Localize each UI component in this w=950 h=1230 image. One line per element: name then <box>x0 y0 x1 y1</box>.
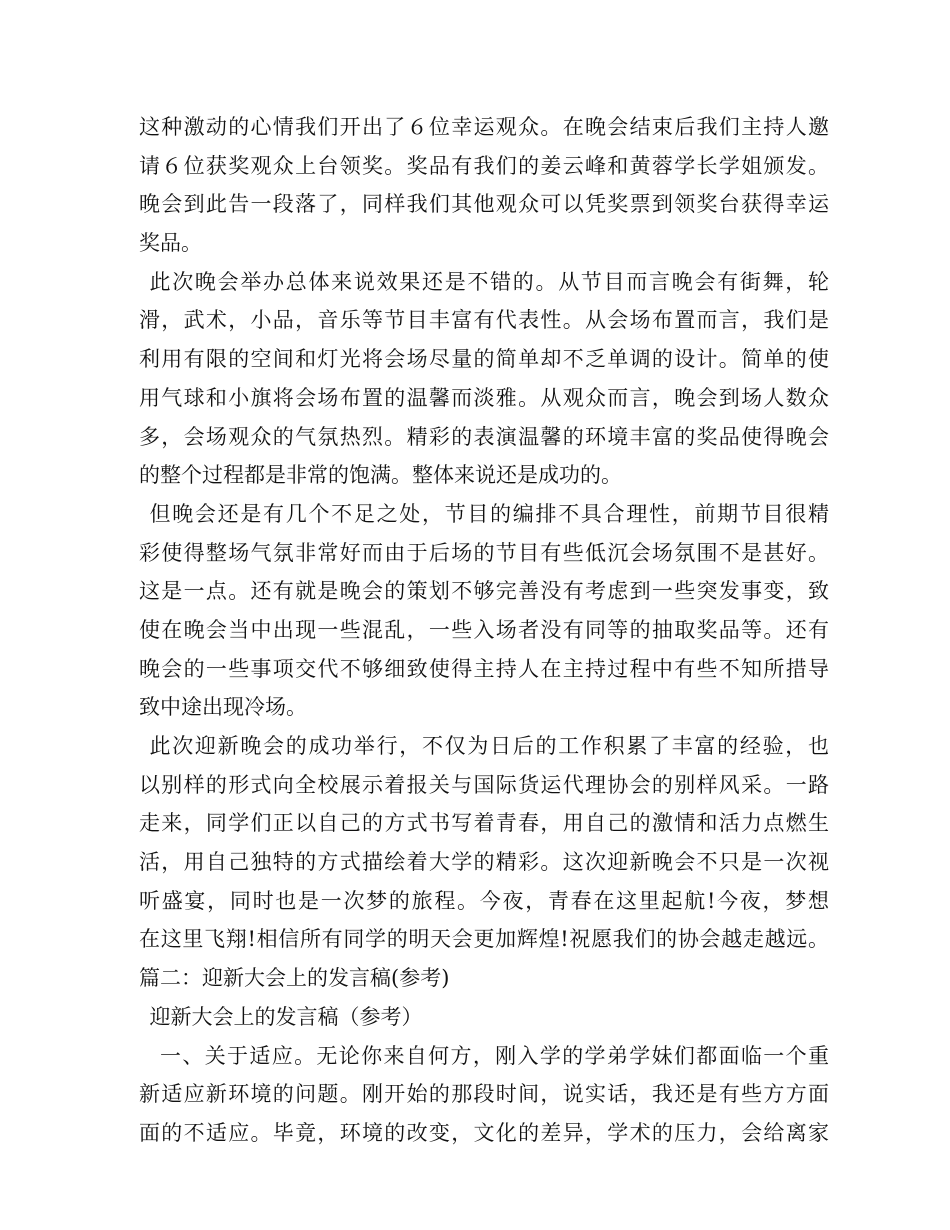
text-line: 在这里飞翔!相信所有同学的明天会更加辉煌!祝愿我们的协会越走越远。 <box>139 927 829 952</box>
document-body <box>139 108 829 1153</box>
text-line: 彩使得整场气氛非常好而由于后场的节目有些低沉会场氛围不是甚好。 <box>139 540 829 565</box>
text-line: 面的不适应。毕竟，环境的改变，文化的差异，学术的压力，会给离家 <box>139 1120 829 1145</box>
text-line: 以别样的形式向全校展示着报关与国际货运代理协会的别样风采。一路 <box>139 772 829 797</box>
subsection-heading: 迎新大会上的发言稿（参考） <box>149 1004 423 1029</box>
text-line: 晚会到此告一段落了，同样我们其他观众可以凭奖票到领奖台获得幸运 <box>139 192 829 217</box>
text-line: 用气球和小旗将会场布置的温馨而淡雅。从观众而言，晚会到场人数众 <box>139 385 829 410</box>
text-line: 晚会的一些事项交代不够细致使得主持人在主持过程中有些不知所措导 <box>139 656 829 681</box>
paragraph-start-line: 一、关于适应。无论你来自何方，刚入学的学弟学妹们都面临一个重 <box>160 1043 829 1068</box>
text-line: 这种激动的心情我们开出了６位幸运观众。在晚会结束后我们主持人邀 <box>139 115 829 139</box>
paragraph-start-line: 此次晚会举办总体来说效果还是不错的。从节目而言晚会有街舞，轮 <box>149 269 829 294</box>
text-line: 活，用自己独特的方式描绘着大学的精彩。这次迎新晚会不只是一次视 <box>139 850 829 875</box>
text-line: 请６位获奖观众上台领奖。奖品有我们的姜云峰和黄蓉学长学姐颁发。 <box>139 153 829 178</box>
text-line: 走来，同学们正以自己的方式书写着青春，用自己的激情和活力点燃生 <box>139 811 829 836</box>
paragraph-start-line: 但晚会还是有几个不足之处，节目的编排不具合理性，前期节目很精 <box>149 501 829 526</box>
text-line: 新适应新环境的问题。刚开始的那段时间，说实话，我还是有些方方面 <box>139 1082 829 1107</box>
text-line: 多，会场观众的气氛热烈。精彩的表演温馨的环境丰富的奖品使得晚会 <box>139 424 829 449</box>
text-line: 致中途出现冷场。 <box>139 695 307 720</box>
text-line: 奖品。 <box>139 231 202 256</box>
text-line: 使在晚会当中出现一些混乱，一些入场者没有同等的抽取奖品等。还有 <box>139 617 829 642</box>
paragraph-start-line: 此次迎新晚会的成功举行，不仅为日后的工作积累了丰富的经验，也 <box>149 734 829 758</box>
text-line: 这是一点。还有就是晚会的策划不够完善没有考虑到一些突发事变，致 <box>139 579 829 604</box>
text-line: 的整个过程都是非常的饱满。整体来说还是成功的。 <box>139 463 622 488</box>
text-line: 听盛宴，同时也是一次梦的旅程。今夜，青春在这里起航!今夜，梦想 <box>139 888 829 913</box>
text-line: 滑，武术，小品，音乐等节目丰富有代表性。从会场布置而言，我们是 <box>139 308 829 333</box>
text-line: 利用有限的空间和灯光将会场尽量的简单却不乏单调的设计。简单的使 <box>139 347 829 372</box>
section-heading: 篇二：迎新大会上的发言稿(参考) <box>139 966 450 991</box>
